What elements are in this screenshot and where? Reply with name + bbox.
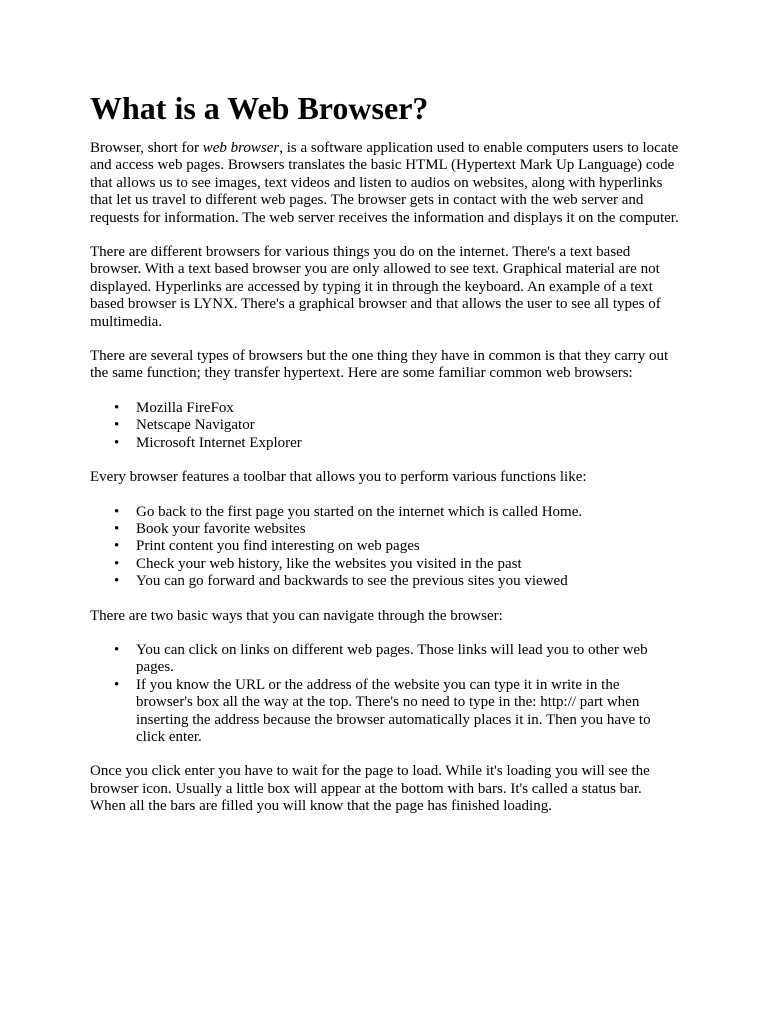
list-item-text: Go back to the first page you started on the internet which is called Home. [136, 503, 583, 520]
intro-paragraph [90, 140, 680, 227]
list-item-text: Microsoft Internet Explorer [136, 434, 302, 451]
navigation-ways-list [90, 642, 680, 746]
list-item-function [90, 521, 680, 538]
text-browser-paragraph: There are different browsers for various things you do on the internet. There's a text based browser. With a text based browser you are only allowed to see text. Graphical material are not displayed. Hyperlinks are accessed by typing it in through the keyboard. An example of a text based browser is LYNX. There's a graphical browser and that allows the user to see all types of multimedia. [90, 244, 661, 330]
loading-paragraph: Once you click enter you have to wait for the page to load. While it's loading you will see the browser icon. Usually a little box will appear at the bottom with bars. It's called a status bar. When all the bars are filled you will know that the page has finished loading. [90, 763, 650, 815]
browser-list [90, 400, 680, 452]
list-item-navigation [90, 642, 680, 677]
list-item-navigation [90, 677, 680, 747]
list-item-function [90, 556, 680, 573]
document-page [90, 90, 680, 833]
bullet-icon: • [114, 503, 120, 520]
intro-italic-term: web browser [202, 140, 280, 156]
bullet-icon: • [114, 555, 120, 572]
list-item-text: Book your favorite websites [136, 520, 306, 537]
intro-text-before: Browser, short for [90, 140, 203, 156]
list-item-text: If you know the URL or the address of the website you can type it in write in the browser's box all the way at the top. There's no need to type in the: http:// part when inserting the address because the browser automatically places it in. Then you have to click enter. [136, 676, 651, 745]
bullet-icon: • [114, 676, 120, 693]
list-item-function [90, 573, 680, 590]
list-item-browser [90, 417, 680, 434]
bullet-icon: • [114, 417, 120, 434]
list-item-text: Mozilla FireFox [136, 399, 234, 416]
bullet-icon: • [114, 538, 120, 555]
list-item-text: Print content you find interesting on web pages [136, 538, 420, 555]
bullet-icon: • [114, 641, 120, 658]
list-item-text: Check your web history, like the websites you visited in the past [136, 555, 522, 572]
toolbar-functions-list [90, 504, 680, 591]
page-title: What is a Web Browser? [90, 90, 429, 126]
toolbar-paragraph: Every browser features a toolbar that allows you to perform various functions like: [90, 469, 587, 486]
list-item-text: You can click on links on different web pages. Those links will lead you to other web pages. [136, 641, 648, 676]
intro-text-after: , is a software application used to enable computers users to locate and access web pages. Browsers translates the basic HTML (Hypertext Mark Up Language) code that allows us to see images, text videos and listen to audios on websites, along with hyperlinks that let us travel to different web pages. The browser gets in contact with the web server and requests for information. The web server receives the information and displays it on the computer. [90, 140, 679, 226]
bullet-icon: • [114, 573, 120, 590]
bullet-icon: • [114, 520, 120, 537]
list-item-text: Netscape Navigator [136, 417, 255, 434]
bullet-icon: • [114, 434, 120, 451]
bullet-icon: • [114, 399, 120, 416]
list-item-browser [90, 435, 680, 452]
list-item-text: You can go forward and backwards to see the previous sites you viewed [136, 573, 568, 590]
browser-types-paragraph: There are several types of browsers but the one thing they have in common is that they carry out the same function; they transfer hypertext. Here are some familiar common web browsers: [90, 348, 669, 382]
list-item-browser [90, 400, 680, 417]
navigation-paragraph: There are two basic ways that you can navigate through the browser: [90, 607, 503, 624]
list-item-function [90, 538, 680, 555]
list-item-function [90, 504, 680, 521]
